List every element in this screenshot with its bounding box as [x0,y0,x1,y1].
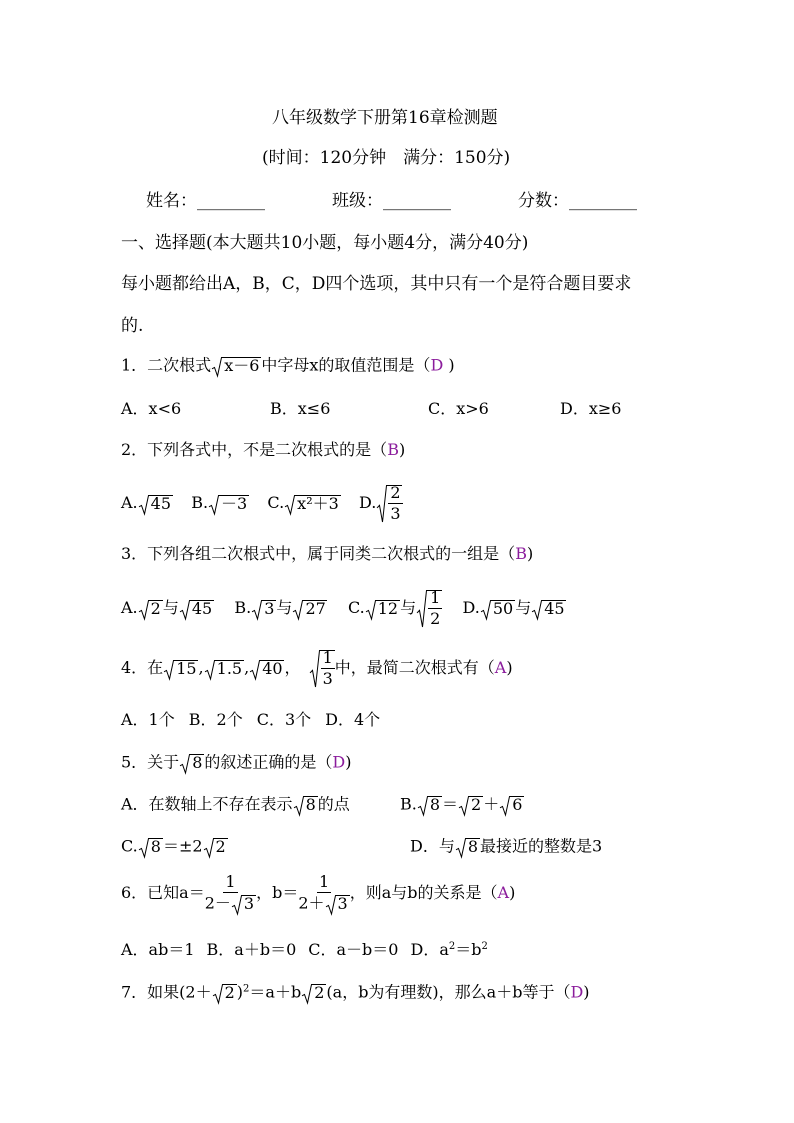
denominator: 2 [430,609,441,628]
radical-sign [417,796,442,815]
sqrt-expression [179,600,214,618]
question-5-text-before: 5．关于 [121,752,180,772]
question-1-option-b: B．x≤6 [270,399,331,418]
radicand: 3 [264,598,275,618]
radicand: 2 [471,795,482,814]
sqrt-fraction [376,485,402,522]
sqrt-expression [284,495,341,513]
radicand: －3 [221,493,248,513]
name-field: 姓名：________ [146,191,265,211]
question-3-options [121,590,567,627]
numerator: 1 [318,872,330,891]
option-b-label: B. [234,598,252,617]
sqrt-fraction [309,650,335,687]
denominator: 3 [322,669,333,688]
superscript: 2 [243,983,250,995]
section-note-line1: 每小题都给出A，B，C，D四个选项，其中只有一个是符合题目要求 [121,274,632,294]
question-7-text-before: 7．如果(2＋ [121,982,212,1002]
question-3-text: 3．下列各组二次根式中，属于同类二次根式的一组是（ [121,544,516,563]
radical-sign [309,650,335,687]
radical-sign [455,838,480,857]
option-d-label: D. [358,493,377,512]
question-4-stem [121,650,513,687]
sqrt-expression [231,895,256,913]
radical-sign [325,895,350,914]
radical-sign [499,796,524,815]
radicand: 2 [150,598,161,618]
option-connector: 与 [515,598,532,617]
equals-plus-minus: ＝±2 [162,836,203,856]
radicand: 50 [492,598,514,618]
separator: ， [284,658,301,677]
question-5-close: ) [345,752,352,772]
radicand: 2 [215,837,226,856]
radical-sign [376,485,402,522]
question-6-answer: A [497,882,510,902]
separator: , [244,658,250,677]
section-heading: 一、选择题(本大题共10小题，每小题4分，满分40分) [121,233,529,253]
question-7-stem [121,984,590,1002]
fraction-a [205,874,256,913]
question-5-option-a [121,796,350,814]
option-d-text-after: 最接近的整数是3 [480,836,603,856]
page-title: 八年级数学下册第16章检测题 [272,108,498,128]
question-2-close: ) [398,440,406,459]
radical-sign [179,754,204,773]
section-note-line2: 的. [121,316,144,336]
radicand: 40 [262,658,283,678]
option-connector: 与 [162,598,179,617]
fraction-b [298,874,349,913]
question-4-answer: A [494,658,507,677]
question-7-text-after: (a，b为有理数)，那么a＋b等于（ [326,982,571,1002]
sqrt-expression [138,600,163,618]
sqrt-expression [204,660,244,678]
option-d-rest: ＝b [455,940,482,959]
question-2-options [121,485,403,522]
question-1-close: ) [443,355,455,375]
sqrt-expression [480,600,515,618]
sqrt-expression [417,796,442,814]
denominator-text: 2－ [204,893,231,913]
option-a: A．1个 [121,710,175,729]
option-b: B．a＋b＝0 [206,940,297,959]
option-connector: 与 [400,598,417,617]
radical-sign [284,495,341,514]
option-a-label: A. [121,493,138,512]
denominator [205,893,256,913]
sqrt-expression [531,600,566,618]
sqrt-fraction [416,590,442,627]
question-2-text: 2．下列各式中，不是二次根式的是（ [121,440,388,459]
sqrt-expression [292,600,327,618]
radical-sign [163,660,198,679]
radicand: 8 [305,795,316,814]
question-7-text-mid: ) [236,982,244,1002]
radical-sign [458,796,483,815]
question-4-text-after: 中，最简二次根式有（ [334,658,495,677]
question-1-text-before: 1．二次根式 [121,355,212,375]
radicand: 1.5 [216,658,243,678]
question-7-close: ) [583,982,590,1002]
plus-sign: ＋ [483,794,500,814]
question-6-text-mid: ，b＝ [256,882,299,902]
sqrt-expression [203,838,228,856]
radical-sign [204,660,244,679]
radical-sign [138,495,173,514]
sqrt-expression [163,660,198,678]
question-2-stem [121,442,405,458]
radicand: 8 [150,837,161,856]
class-field: 班级：________ [332,191,451,211]
numerator: 1 [322,648,333,667]
radical-sign [251,600,276,619]
radicand: 8 [467,837,479,856]
radicand: 27 [305,598,326,618]
question-4-options [121,712,380,728]
sqrt-expression [179,754,204,772]
question-1-stem [121,357,455,375]
question-5-option-d [410,838,602,856]
denominator: 3 [390,504,401,523]
radical-sign [249,660,284,679]
radicand: 3 [243,894,255,913]
radicand: 2 [224,983,235,1002]
question-7-text-mid2: ＝a＋b [249,982,302,1002]
sqrt-expression [365,600,400,618]
question-1-option-a: A．x<6 [121,399,182,418]
radicand: 8 [192,753,203,772]
numerator: 2 [390,483,401,502]
radicand: 3 [337,894,348,913]
radicand: x－6 [224,356,260,375]
radicand: 2 [314,983,325,1002]
radical-sign [531,600,566,619]
question-1-option-c: C．x>6 [428,399,489,418]
question-5-text-after: 的叙述正确的是（ [204,752,333,772]
sqrt-expression [301,984,326,1002]
radical-sign [301,984,326,1003]
sqrt-expression [208,495,249,513]
sqrt-expression [251,600,276,618]
radicand: 45 [544,598,565,618]
question-1-option-d: D．x≥6 [560,399,622,418]
numerator: 1 [430,588,441,607]
radical-sign [365,600,400,619]
sqrt-expression [138,838,163,856]
radicand: x²＋3 [297,493,339,513]
question-6-close: ) [509,882,516,902]
question-4-text-before: 4．在 [121,658,164,677]
sqrt-expression [458,796,483,814]
question-2-answer: B [387,440,399,459]
option-a-text: A．在数轴上不存在表示 [121,794,293,814]
question-6-text-after: ，则a与b的关系是（ [349,882,498,902]
radicand: 12 [377,598,399,618]
sqrt-expression [325,895,350,913]
radical-sign [138,600,163,619]
option-c: C．a－b＝0 [308,940,399,959]
radical-sign [480,600,515,619]
radicand: 15 [176,658,197,678]
superscript: 2 [481,941,488,952]
option-b-label: B. [191,493,209,512]
radicand: 45 [191,598,213,618]
option-d: D．4个 [325,710,381,729]
radical-sign [416,590,442,627]
page-subtitle: (时间：120分钟 满分：150分) [262,148,511,168]
question-5-answer: D [332,752,346,772]
sqrt-expression [293,796,318,814]
denominator-text: 2＋ [298,893,325,913]
radical-sign [212,984,237,1003]
radical-sign [292,600,327,619]
option-d-label: D. [462,598,480,617]
sqrt-expression [138,495,173,513]
option-a: A．ab＝1 [121,940,195,959]
question-6-stem [121,874,515,913]
option-d: D．a [410,940,449,959]
radical-sign [203,838,228,857]
option-b: B．2个 [188,710,243,729]
numerator: 1 [225,872,236,891]
question-1-answer: D [430,355,444,375]
option-b-label: B. [400,794,417,814]
option-d-text: D．与 [410,836,455,856]
option-c-label: C. [121,836,138,856]
question-3-answer: B [515,544,527,563]
question-3-stem [121,546,533,562]
radicand: 6 [512,795,523,814]
question-3-close: ) [526,544,534,563]
sqrt-expression [249,660,284,678]
question-6-options [121,942,488,958]
radical-sign [231,895,256,914]
separator: , [198,658,204,677]
question-6-text-before: 6．已知a＝ [121,882,205,902]
radicand: 8 [429,795,441,814]
option-a-text-after: 的点 [317,794,350,814]
denominator [298,893,349,913]
sqrt-expression [499,796,524,814]
radical-sign [138,838,163,857]
radicand: 45 [150,493,171,513]
question-5-option-b [400,796,524,814]
equals-sign: ＝ [442,794,459,814]
question-5-stem [121,754,351,772]
question-4-close: ) [506,658,513,677]
question-5-option-c [121,838,228,856]
question-7-answer: D [570,982,584,1002]
radical-sign [208,495,249,514]
option-c-label: C. [347,598,365,617]
option-c: C．3个 [256,710,312,729]
sqrt-expression [211,357,261,375]
option-a-label: A. [121,598,138,617]
score-field: 分数：________ [518,191,637,211]
question-1-text-after: 中字母x的取值范围是（ [261,355,431,375]
radical-sign [211,357,261,376]
radical-sign [179,600,214,619]
sqrt-expression [212,984,237,1002]
option-c-label: C. [267,493,285,512]
radical-sign [293,796,318,815]
sqrt-expression [455,838,480,856]
option-connector: 与 [276,598,293,617]
superscript: 2 [448,941,456,952]
